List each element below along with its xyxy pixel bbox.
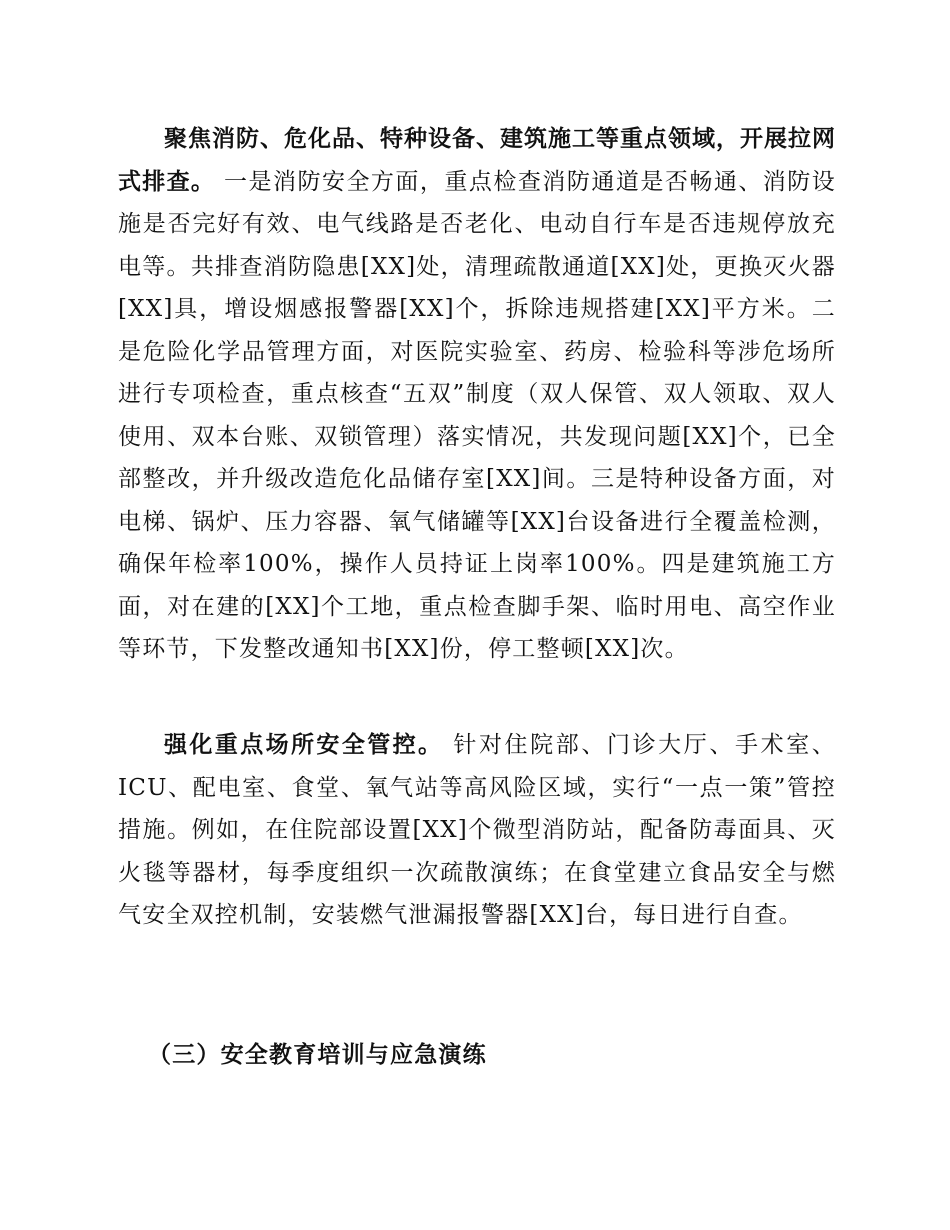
paragraph-lead-bold: 强化重点场所安全管控。: [164, 732, 444, 758]
paragraph-key-site-control: [118, 724, 836, 937]
section-heading: （三）安全教育培训与应急演练: [148, 1042, 487, 1068]
paragraph-fire-hazard-inspection: [118, 118, 836, 671]
paragraph-body-text: 一是消防安全方面，重点检查消防通道是否畅通、消防设施是否完好有效、电气线路是否老化、电动自行车是否违规停放充电等。共排查消防隐患[XX]处，清理疏散通道[XX]处，更换灭火器[XX]具，增设烟感报警器[XX]个，拆除违规搭建[XX]平方米。二是危险化学品管理方面，对医院实验室、药房、检验科等涉危场所进行专项检查，重点核查“五双”制度（双人保管、双人领取、双人使用、双本台账、双锁管理）落实情况，共发现问题[XX]个，已全部整改，并升级改造危化品储存室[XX]间。三是特种设备方面，对电梯、锅炉、压力容器、氧气储罐等[XX]台设备进行全覆盖检测，确保年检率100%，操作人员持证上岗率100%。四是建筑施工方面，对在建的[XX]个工地，重点检查脚手架、临时用电、高空作业等环节，下发整改通知书[XX]份，停工整顿[XX]次。: [118, 168, 836, 662]
paragraph-body-text: 针对住院部、门诊大厅、手术室、ICU、配电室、食堂、氧气站等高风险区域，实行“一点一策”管控措施。例如，在住院部设置[XX]个微型消防站，配备防毒面具、灭火毯等器材，每季度组织一次疏散演练；在食堂建立食品安全与燃气安全双控机制，安装燃气泄漏报警器[XX]台，每日进行自查。: [118, 732, 836, 928]
paragraph-lead-bold: 聚焦消防、危化品、特种设备、建筑施工等重点领域，开展拉网式排查。: [118, 126, 836, 195]
